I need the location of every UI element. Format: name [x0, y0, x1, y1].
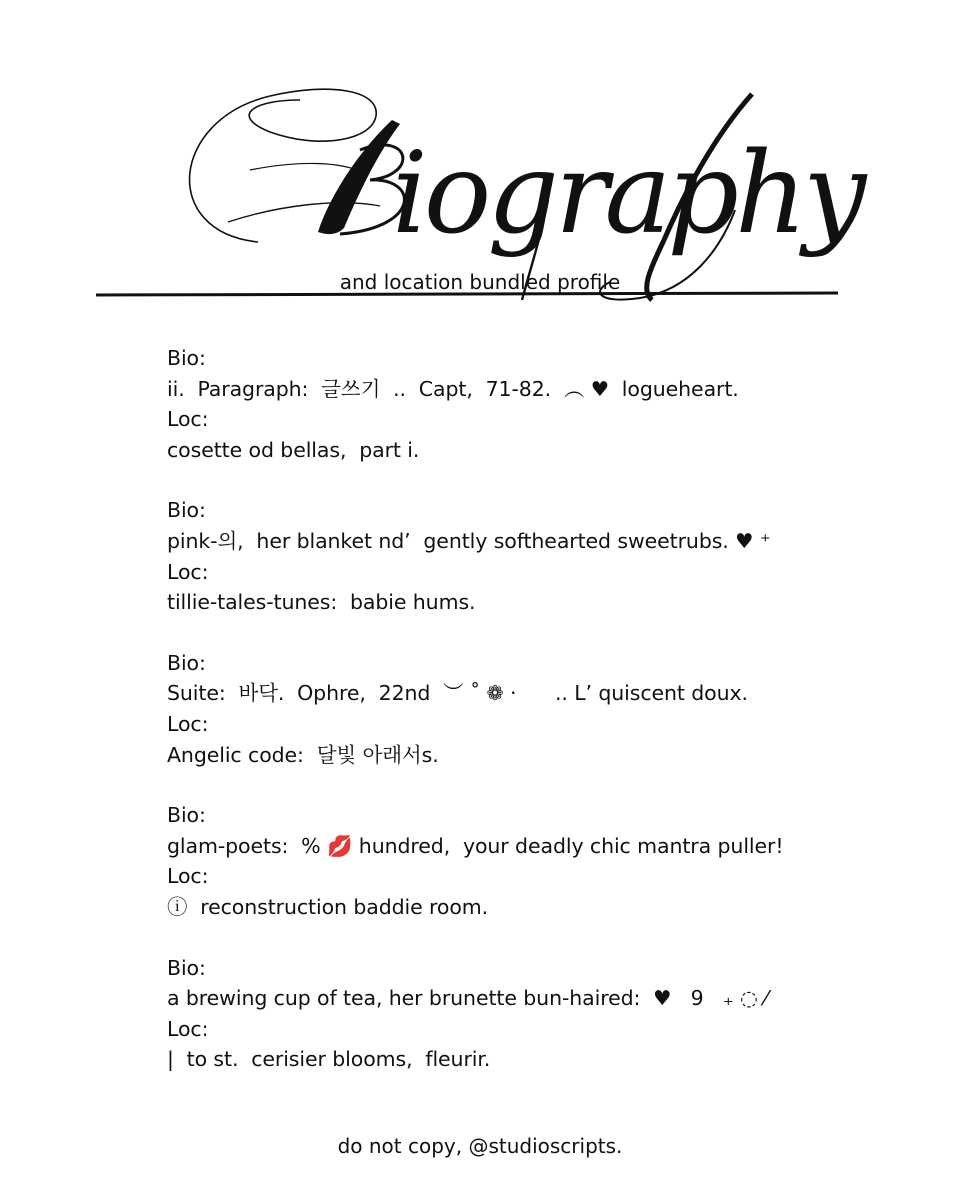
- copyright-footer: do not copy, @studioscripts.: [337, 1134, 623, 1158]
- loc-text: | to st. cerisier blooms, fleurir.: [167, 1047, 491, 1072]
- bio-text: a brewing cup of tea, her brunette bun-haired: ♥ 9 ₊ ◌ ⁄: [167, 986, 768, 1011]
- list-item: [167, 495, 887, 617]
- bio-label: Bio:: [167, 955, 206, 980]
- bio-text: Suite: 바닥. Ophre, 22nd ︶ ˚ ❁ · .. L’ quiscent doux.: [167, 681, 748, 706]
- logo-subtitle: and location bundled profile: [339, 270, 621, 294]
- loc-label: Loc:: [167, 1016, 209, 1041]
- list-item: [167, 343, 887, 465]
- bio-text: pink-의, her blanket nd’ gently softhearted sweetrubs. ♥ ⁺: [167, 528, 771, 553]
- svg-text:iography: iography: [392, 129, 863, 259]
- bio-label: Bio:: [167, 650, 206, 675]
- bio-text: ii. Paragraph: 글쓰기 .. Capt, 71-82. ︵ ♥ logueheart.: [167, 376, 739, 401]
- bio-label: Bio:: [167, 498, 206, 523]
- bio-label: Bio:: [167, 803, 206, 828]
- loc-text: ⓘ reconstruction baddie room.: [167, 894, 489, 919]
- bio-label: Bio:: [167, 346, 206, 370]
- list-item: [167, 800, 887, 922]
- list-item: [167, 648, 887, 770]
- list-item: [167, 953, 887, 1075]
- loc-label: Loc:: [167, 864, 209, 889]
- loc-label: Loc:: [167, 407, 209, 432]
- loc-text: Angelic code: 달빛 아래서s.: [167, 742, 439, 767]
- biography-list: [167, 343, 887, 1105]
- loc-text: cosette od bellas, part i.: [167, 437, 420, 462]
- loc-text: tillie-tales-tunes: babie hums.: [167, 590, 476, 615]
- loc-label: Loc:: [167, 711, 209, 736]
- loc-label: Loc:: [167, 559, 209, 584]
- bio-text: glam-poets: % 💋 hundred, your deadly chic mantra puller!: [167, 833, 784, 858]
